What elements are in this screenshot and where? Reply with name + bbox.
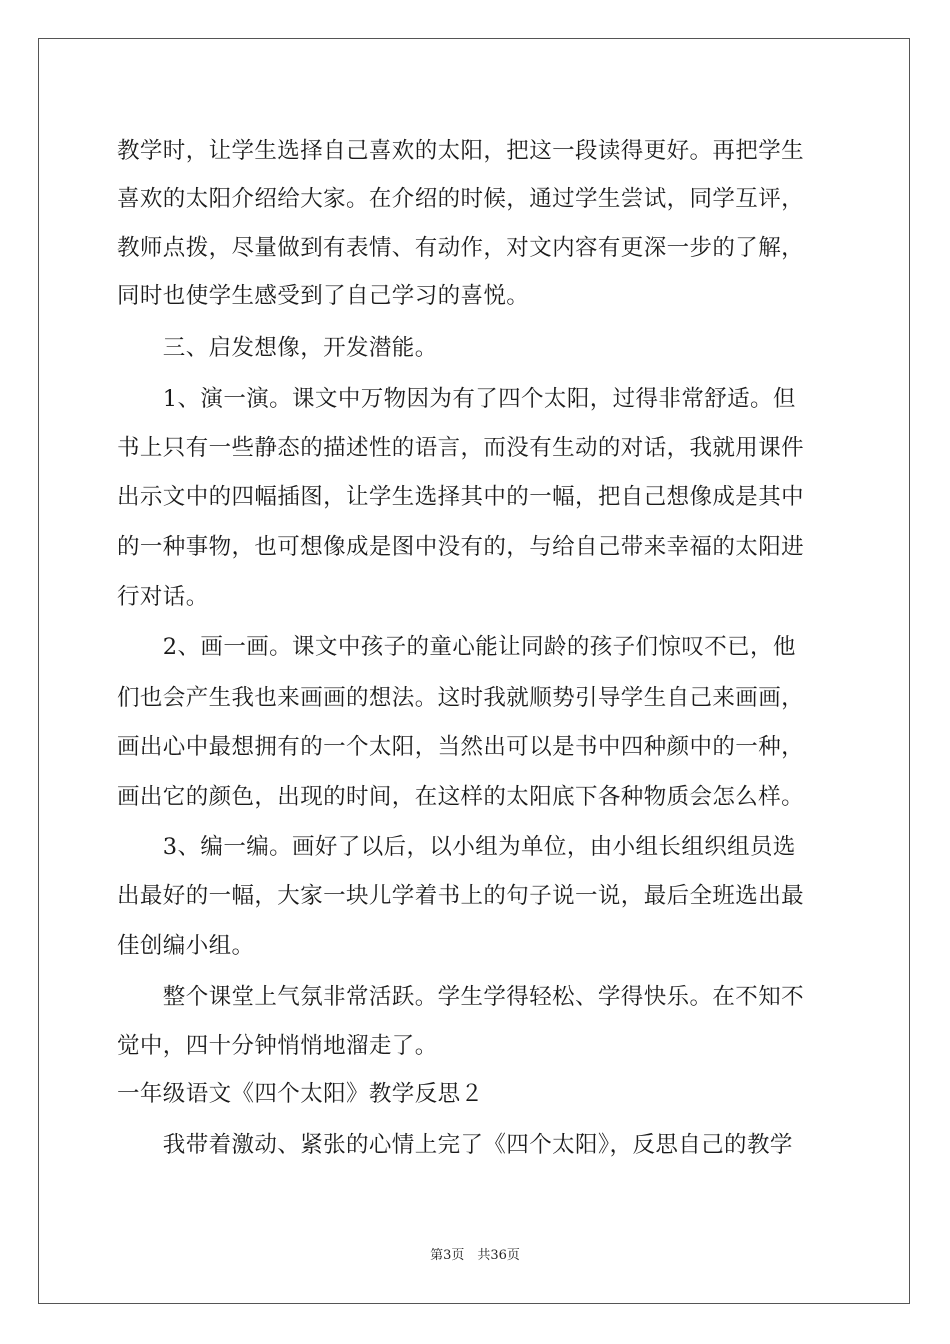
text-line: 画出心中最想拥有的一个太阳，当然出可以是书中四种颜中的一种，	[117, 734, 805, 760]
section-title: 一年级语文《四个太阳》教学反思２	[117, 1081, 484, 1107]
text-line: 佳创编小组。	[117, 933, 255, 959]
text-line: 书上只有一些静态的描述性的语言，而没有生动的对话，我就用课件	[117, 435, 805, 461]
text-line: 出示文中的四幅插图，让学生选择其中的一幅，把自己想像成是其中	[117, 484, 805, 510]
text-line: 们也会产生我也来画画的想法。这时我就顺势引导学生自己来画画，	[117, 685, 805, 711]
text-line: 同时也使学生感受到了自己学习的喜悦。	[117, 283, 530, 309]
text-line: 整个课堂上气氛非常活跃。学生学得轻松、学得快乐。在不知不	[117, 984, 805, 1010]
text-line: 1、演一演。课文中万物因为有了四个太阳，过得非常舒适。但	[117, 386, 796, 412]
text-line: 2、画一画。课文中孩子的童心能让同龄的孩子们惊叹不已，他	[117, 634, 796, 660]
page-number: 第3页 共36页	[430, 1248, 520, 1263]
text-line: 出最好的一幅，大家一块儿学着书上的句子说一说，最后全班选出最	[117, 883, 805, 909]
text-line: 3、编一编。画好了以后，以小组为单位，由小组长组织组员选	[117, 834, 796, 860]
page-frame	[38, 38, 910, 1304]
text-line: 教师点拨，尽量做到有表情、有动作，对文内容有更深一步的了解，	[117, 235, 805, 261]
text-line: 教学时，让学生选择自己喜欢的太阳，把这一段读得更好。再把学生	[117, 138, 805, 164]
text-line: 我带着激动、紧张的心情上完了《四个太阳》，反思自己的教学	[117, 1132, 793, 1158]
text-line: 的一种事物，也可想像成是图中没有的，与给自己带来幸福的太阳进	[117, 534, 805, 560]
text-line: 画出它的颜色，出现的时间，在这样的太阳底下各种物质会怎么样。	[117, 784, 805, 810]
text-line: 喜欢的太阳介绍给大家。在介绍的时候，通过学生尝试，同学互评，	[117, 186, 805, 212]
text-line: 觉中，四十分钟悄悄地溜走了。	[117, 1033, 438, 1059]
text-line: 行对话。	[117, 584, 209, 610]
section-heading: 三、启发想像，开发潜能。	[117, 335, 438, 361]
